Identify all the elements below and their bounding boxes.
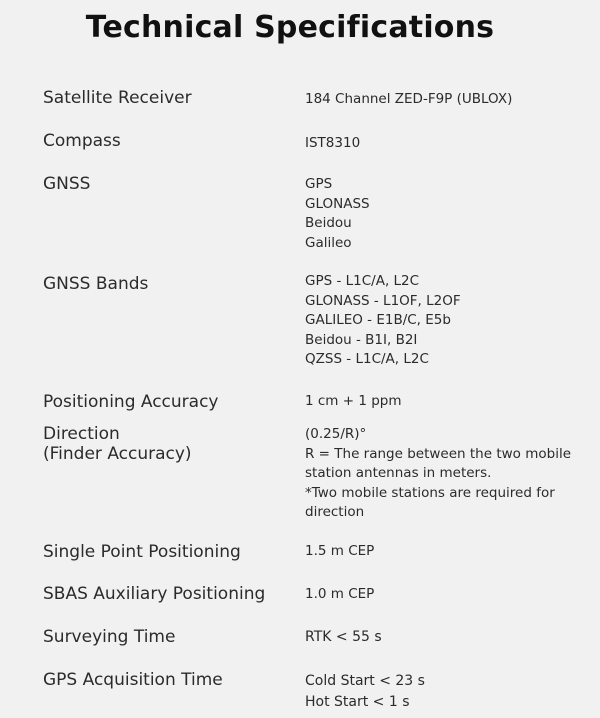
spec-label-line: Positioning Accuracy — [43, 392, 219, 412]
spec-label-line: Compass — [43, 131, 121, 151]
spec-value-line: *Two mobile stations are required for — [305, 484, 555, 501]
spec-label-line: (Finder Accuracy) — [43, 444, 192, 464]
spec-label-gnss-bands — [43, 274, 148, 294]
spec-label-direction — [43, 424, 192, 464]
spec-value-sbas-auxiliary-positioning — [305, 585, 374, 605]
spec-value-gnss-bands — [305, 272, 461, 370]
spec-value-line: 1.0 m CEP — [305, 586, 375, 602]
spec-label-line: Single Point Positioning — [43, 542, 241, 562]
spec-label-compass — [43, 131, 121, 151]
spec-value-line: 1 cm + 1 ppm — [305, 393, 402, 409]
spec-value-line: GPS - L1C/A, L2C — [305, 273, 420, 289]
spec-label-sbas-auxiliary-positioning — [43, 584, 265, 604]
spec-label-line: Surveying Time — [43, 627, 176, 647]
spec-label-line: GPS Acquisition Time — [43, 670, 223, 690]
spec-value-line: Cold Start < 23 s — [305, 673, 425, 689]
spec-value-line: 1.5 m CEP — [305, 543, 375, 559]
spec-value-line: GLONASS - L1OF, L2OF — [305, 292, 461, 309]
spec-value-line: station antennas in meters. — [305, 465, 492, 481]
spec-value-line: Hot Start < 1 s — [305, 694, 410, 710]
spec-label-satellite-receiver — [43, 88, 192, 108]
spec-value-line: 184 Channel ZED-F9P (UBLOX) — [305, 91, 513, 107]
spec-value-line: Galileo — [305, 234, 352, 251]
spec-value-positioning-accuracy — [305, 392, 402, 412]
spec-label-positioning-accuracy — [43, 392, 219, 412]
spec-value-direction — [305, 425, 571, 523]
spec-value-line: RTK < 55 s — [305, 629, 382, 645]
spec-label-line: GNSS — [43, 174, 91, 194]
spec-value-single-point-positioning — [305, 542, 374, 562]
spec-value-surveying-time — [305, 627, 382, 648]
spec-value-gnss — [305, 175, 370, 253]
spec-label-gnss — [43, 174, 90, 194]
page-title: Technical Specifications — [85, 10, 495, 45]
spec-label-single-point-positioning — [43, 542, 241, 562]
spec-label-line: Direction — [43, 424, 120, 444]
spec-value-line: GPS — [305, 176, 333, 192]
spec-value-line: direction — [305, 504, 365, 520]
spec-value-line: GLONASS — [305, 195, 370, 212]
spec-value-gps-acquisition-time — [305, 671, 425, 713]
spec-value-compass — [305, 134, 360, 154]
spec-value-line: (0.25/R)° — [305, 426, 367, 442]
spec-value-line: Beidou - B1I, B2I — [305, 331, 418, 348]
spec-value-line: GALILEO - E1B/C, E5b — [305, 312, 451, 328]
spec-label-surveying-time — [43, 627, 175, 647]
spec-label-line: SBAS Auxiliary Positioning — [43, 584, 266, 604]
spec-value-line: IST8310 — [305, 135, 361, 151]
spec-label-line: Satellite Receiver — [43, 88, 192, 108]
spec-value-line: Beidou — [305, 215, 352, 231]
spec-value-satellite-receiver — [305, 90, 512, 110]
spec-value-line: QZSS - L1C/A, L2C — [305, 351, 429, 367]
spec-label-gps-acquisition-time — [43, 670, 223, 690]
spec-label-line: GNSS Bands — [43, 274, 149, 294]
spec-value-line: R = The range between the two mobile — [305, 445, 572, 462]
